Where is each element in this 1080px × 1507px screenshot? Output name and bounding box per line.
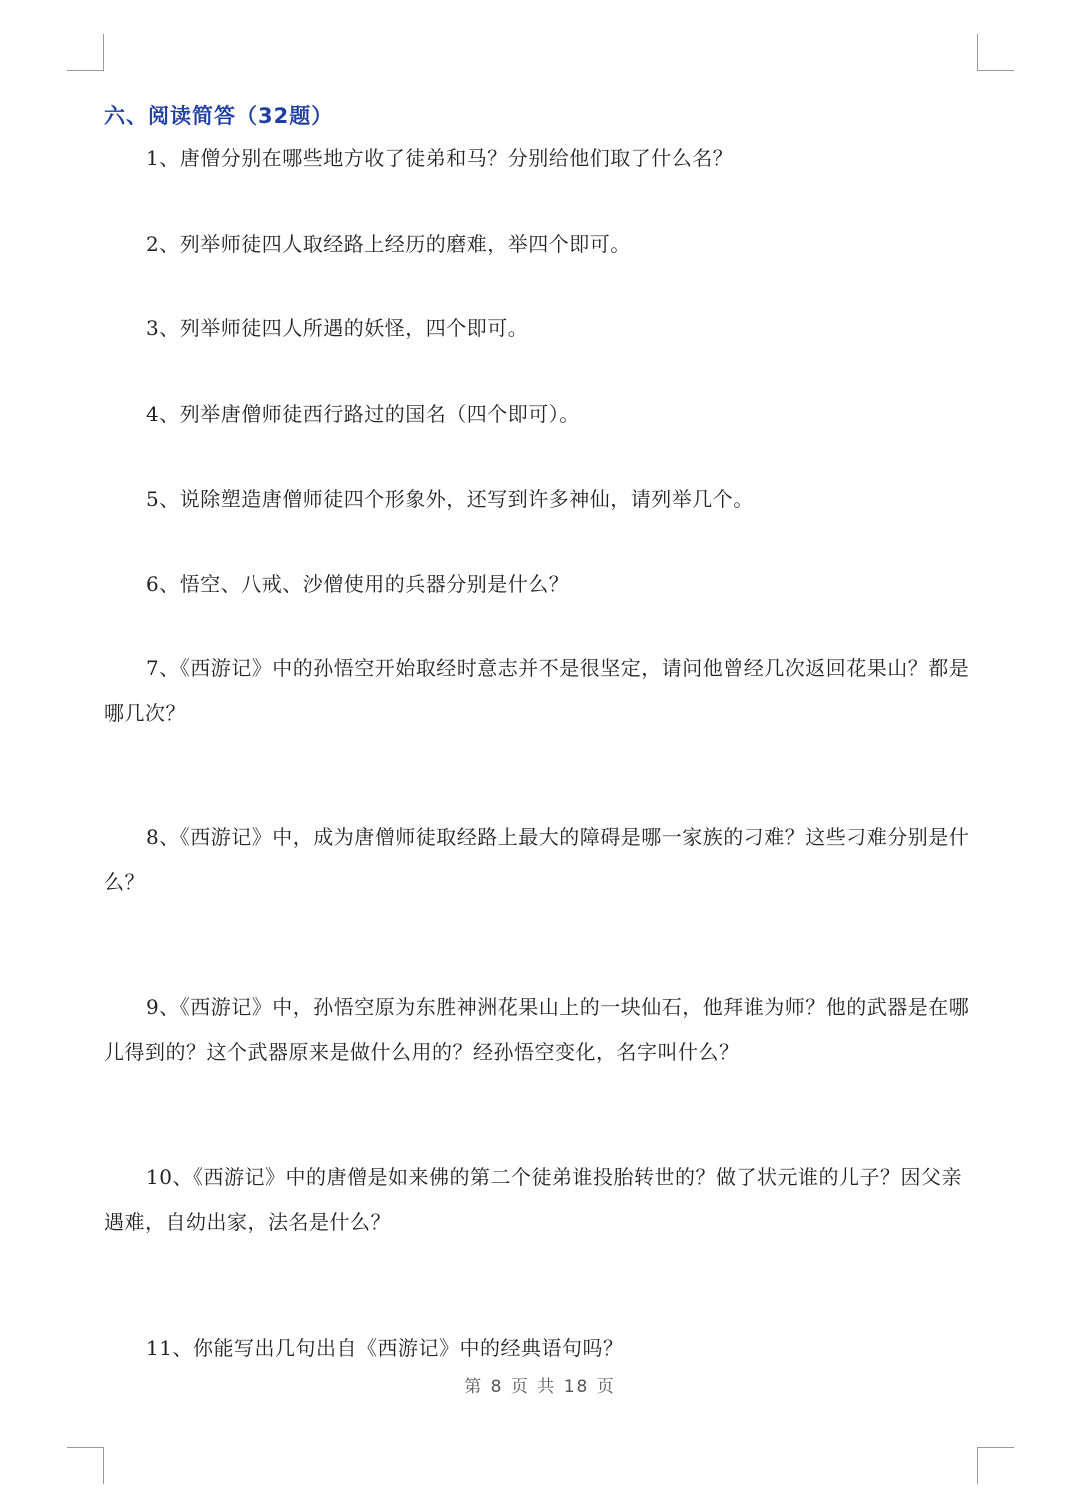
crop-mark-bottom-right	[977, 1447, 1014, 1484]
question-3: 3、列举师徒四人所遇的妖怪，四个即可。	[146, 316, 529, 340]
question-9: 9、《西游记》中，孙悟空原为东胜神洲花果山上的一块仙石，他拜谁为师？他的武器是在哪儿得到的？这个武器原来是做什么用的？经孙悟空变化，名字叫什么？	[104, 995, 970, 1064]
section-title: 六、阅读简答（32题）	[104, 104, 334, 128]
crop-mark-top-left	[67, 34, 104, 71]
question-5: 5、说除塑造唐僧师徒四个形象外，还写到许多神仙，请列举几个。	[146, 487, 754, 511]
crop-mark-top-right	[977, 34, 1014, 71]
question-4: 4、列举唐僧师徒西行路过的国名（四个即可）。	[146, 402, 580, 426]
question-11: 11、你能写出几句出自《西游记》中的经典语句吗？	[146, 1336, 624, 1360]
question-6: 6、悟空、八戒、沙僧使用的兵器分别是什么？	[146, 572, 570, 596]
question-1: 1、唐僧分别在哪些地方收了徒弟和马？分别给他们取了什么名？	[146, 146, 734, 170]
question-2: 2、列举师徒四人取经路上经历的磨难，举四个即可。	[146, 232, 631, 256]
page-number-footer: 第 8 页 共 18 页	[464, 1377, 616, 1397]
question-10: 10、《西游记》中的唐僧是如来佛的第二个徒弟谁投胎转世的？做了状元谁的儿子？因父亲遇难，自幼出家，法名是什么？	[104, 1165, 962, 1234]
question-8: 8、《西游记》中，成为唐僧师徒取经路上最大的障碍是哪一家族的刁难？这些刁难分别是什么？	[104, 825, 970, 894]
crop-mark-bottom-left	[67, 1447, 104, 1484]
question-7: 7、《西游记》中的孙悟空开始取经时意志并不是很坚定，请问他曾经几次返回花果山？都是哪几次？	[104, 656, 970, 725]
